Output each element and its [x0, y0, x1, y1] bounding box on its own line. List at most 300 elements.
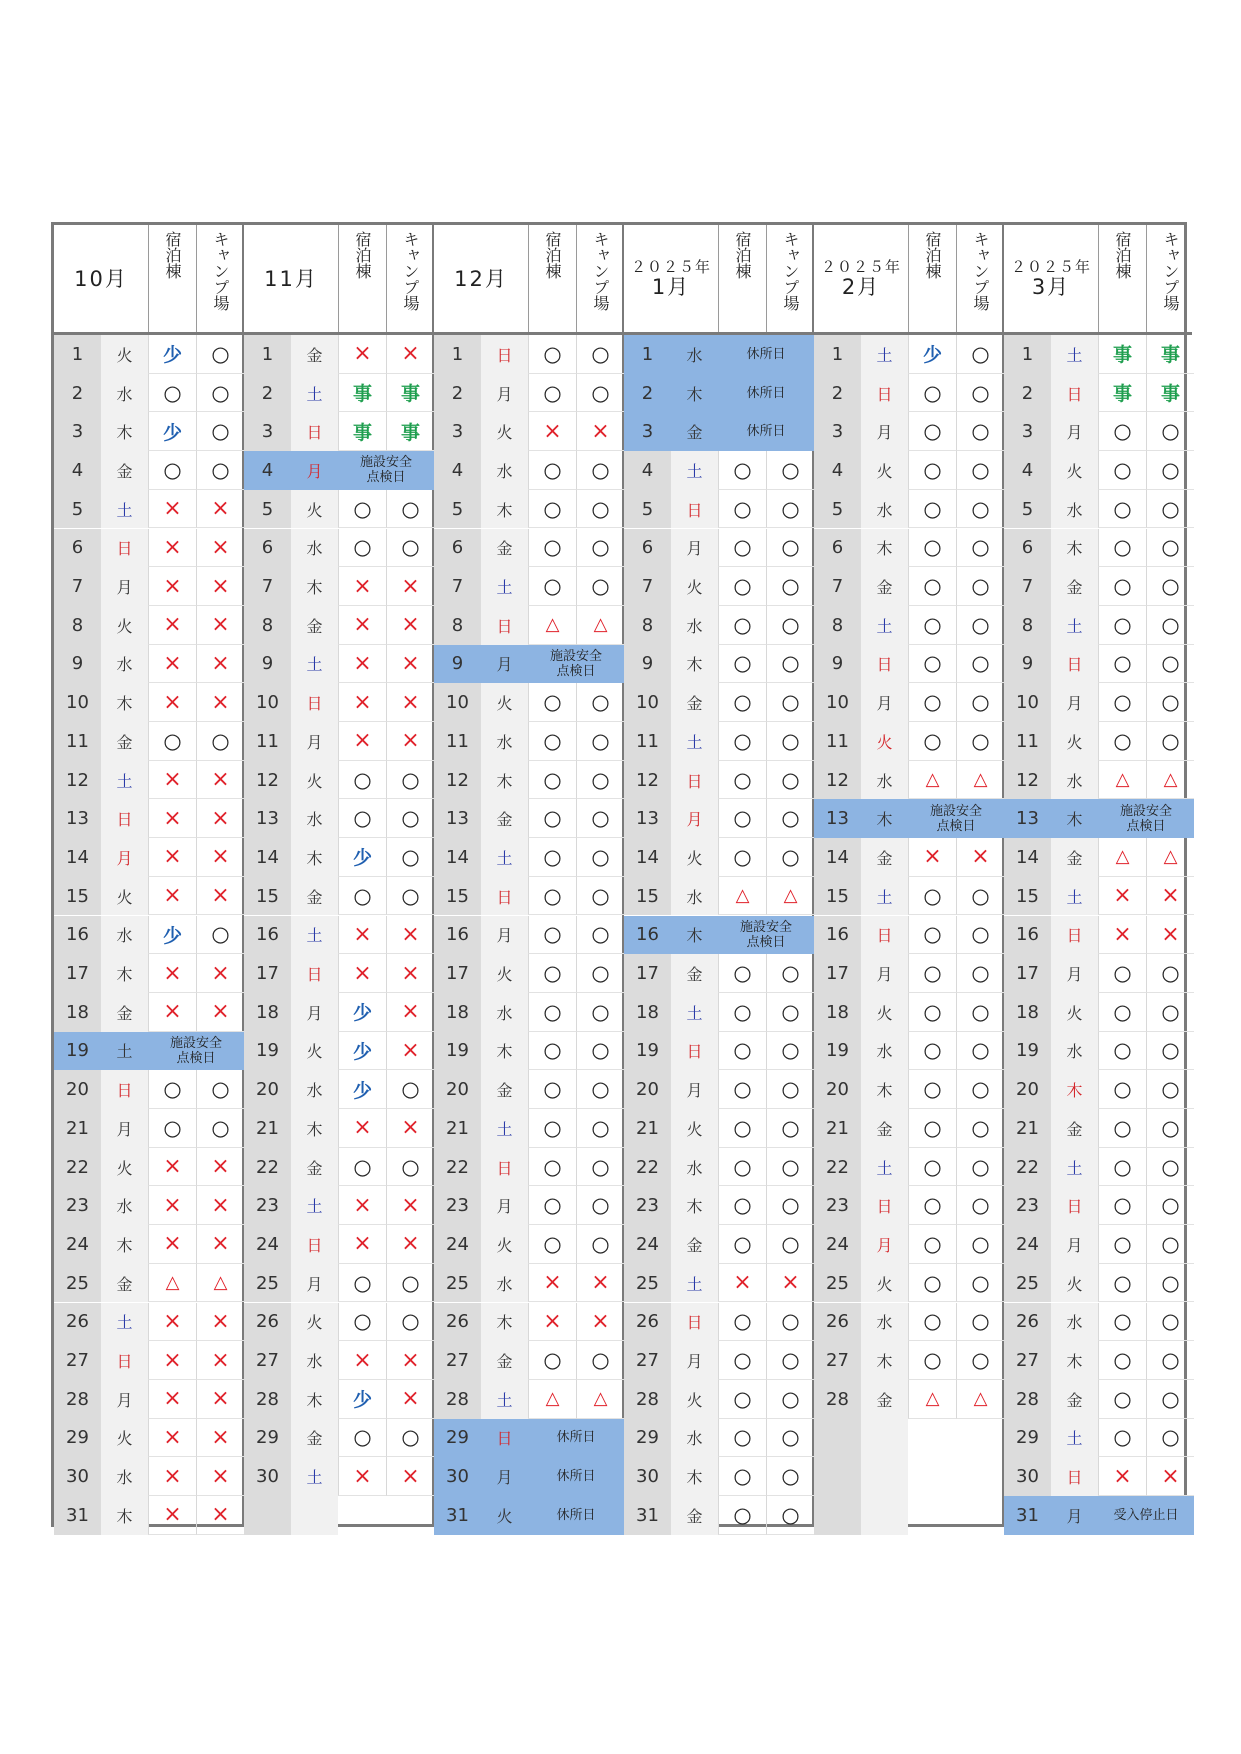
day-number: 20 [814, 1070, 861, 1109]
day-row [1004, 451, 1192, 490]
weekday: 火 [671, 567, 718, 606]
day-row [1004, 1032, 1192, 1071]
weekday: 月 [291, 722, 338, 761]
day-number: 25 [624, 1264, 671, 1303]
day-row [244, 451, 432, 490]
month-label: 10月 [74, 266, 128, 291]
day-number: 25 [54, 1264, 101, 1303]
lodging-header: 宿泊棟 [718, 225, 766, 332]
weekday: 日 [291, 1225, 338, 1264]
day-row [624, 1225, 812, 1264]
weekday: 木 [861, 1341, 908, 1380]
month-header [54, 225, 242, 335]
weekday: 月 [291, 1264, 338, 1303]
lodging-status: × [338, 683, 386, 722]
lodging-status: ○ [1098, 993, 1146, 1032]
day-number: 20 [54, 1070, 101, 1109]
weekday: 月 [291, 993, 338, 1032]
day-row [54, 335, 242, 374]
day-number: 15 [244, 877, 291, 916]
camp-status: ○ [956, 1148, 1004, 1187]
day-number: 26 [244, 1303, 291, 1342]
day-number: 23 [814, 1186, 861, 1225]
camp-status: ○ [196, 451, 244, 490]
weekday: 日 [481, 1419, 528, 1458]
weekday: 金 [101, 1264, 148, 1303]
lodging-status: × [1098, 1457, 1146, 1496]
camp-status: △ [196, 1264, 244, 1303]
camp-status: 事 [1146, 374, 1194, 413]
camp-status: ○ [576, 1032, 624, 1071]
lodging-status: ○ [148, 1109, 196, 1148]
lodging-status: ○ [528, 1225, 576, 1264]
lodging-status: × [148, 606, 196, 645]
day-number: 14 [54, 838, 101, 877]
weekday: 木 [671, 645, 718, 684]
lodging-status: ○ [338, 799, 386, 838]
month-column [814, 225, 1004, 1524]
weekday: 金 [1051, 567, 1098, 606]
day-row [814, 838, 1002, 877]
camp-status: × [196, 1419, 244, 1458]
camp-status: ○ [1146, 1341, 1194, 1380]
month-column [434, 225, 624, 1524]
weekday: 日 [861, 645, 908, 684]
day-row [624, 1109, 812, 1148]
camp-status: ○ [766, 838, 814, 877]
day-row [54, 761, 242, 800]
day-number: 5 [814, 490, 861, 529]
day-row [814, 1109, 1002, 1148]
day-number: 6 [244, 529, 291, 568]
day-row [54, 1419, 242, 1458]
weekday: 金 [291, 606, 338, 645]
day-row [814, 683, 1002, 722]
lodging-status: ○ [718, 1457, 766, 1496]
camp-status: ○ [1146, 683, 1194, 722]
day-row [54, 529, 242, 568]
day-number: 26 [1004, 1303, 1051, 1342]
day-note: 休所日 [718, 335, 814, 374]
day-row [624, 683, 812, 722]
weekday: 月 [861, 954, 908, 993]
day-row [54, 374, 242, 413]
day-number: 25 [434, 1264, 481, 1303]
lodging-status: × [718, 1264, 766, 1303]
day-number: 10 [244, 683, 291, 722]
camp-status: ○ [956, 1032, 1004, 1071]
day-number: 11 [814, 722, 861, 761]
weekday: 日 [1051, 1457, 1098, 1496]
day-row [814, 1341, 1002, 1380]
day-number: 14 [814, 838, 861, 877]
day-number: 10 [434, 683, 481, 722]
month-label: 1月 [651, 274, 691, 299]
camp-status: × [196, 993, 244, 1032]
lodging-status: ○ [528, 683, 576, 722]
weekday: 金 [671, 1496, 718, 1535]
day-number: 11 [54, 722, 101, 761]
day-row [814, 451, 1002, 490]
weekday: 火 [1051, 722, 1098, 761]
day-number: 30 [624, 1457, 671, 1496]
day-number: 8 [1004, 606, 1051, 645]
day-row [624, 606, 812, 645]
day-number: 17 [1004, 954, 1051, 993]
weekday: 水 [291, 529, 338, 568]
day-number: 12 [244, 761, 291, 800]
day-number: 4 [434, 451, 481, 490]
camp-status: ○ [766, 1496, 814, 1535]
day-number: 8 [54, 606, 101, 645]
weekday: 火 [671, 1380, 718, 1419]
day-number: 25 [1004, 1264, 1051, 1303]
camp-status: ○ [766, 1109, 814, 1148]
camp-status: ○ [956, 529, 1004, 568]
day-row [54, 1496, 242, 1535]
lodging-status: ○ [338, 1148, 386, 1187]
month-header [814, 225, 1002, 335]
day-number: 5 [1004, 490, 1051, 529]
weekday: 金 [1051, 1380, 1098, 1419]
lodging-status: ○ [338, 490, 386, 529]
camp-status: ○ [956, 877, 1004, 916]
availability-calendar [51, 222, 1187, 1527]
weekday: 金 [481, 1070, 528, 1109]
day-number: 29 [244, 1419, 291, 1458]
camp-status: ○ [766, 1380, 814, 1419]
lodging-status: × [148, 761, 196, 800]
day-number: 13 [624, 799, 671, 838]
weekday: 火 [291, 761, 338, 800]
day-row [624, 335, 812, 374]
day-row [624, 645, 812, 684]
weekday: 火 [101, 335, 148, 374]
day-number: 9 [624, 645, 671, 684]
camp-status: ○ [576, 1070, 624, 1109]
day-number: 27 [624, 1341, 671, 1380]
day-row [814, 335, 1002, 374]
weekday: 土 [1051, 877, 1098, 916]
camp-status: × [386, 916, 434, 955]
day-number: 5 [54, 490, 101, 529]
day-number: 1 [624, 335, 671, 374]
camp-status: ○ [956, 1070, 1004, 1109]
day-row [814, 877, 1002, 916]
camp-status: × [386, 645, 434, 684]
day-row [1004, 1457, 1192, 1496]
camp-status: × [196, 877, 244, 916]
weekday: 月 [671, 1070, 718, 1109]
camp-status: ○ [766, 761, 814, 800]
weekday: 木 [291, 1380, 338, 1419]
lodging-status: ○ [718, 606, 766, 645]
weekday: 日 [861, 374, 908, 413]
day-number: 31 [54, 1496, 101, 1535]
day-number: 24 [814, 1225, 861, 1264]
day-row [814, 567, 1002, 606]
lodging-status: ○ [528, 877, 576, 916]
lodging-status: ○ [908, 1032, 956, 1071]
lodging-status: ○ [718, 1341, 766, 1380]
day-number: 4 [814, 451, 861, 490]
day-number: 12 [814, 761, 861, 800]
day-number: 12 [1004, 761, 1051, 800]
day-row [244, 412, 432, 451]
day-number: 22 [1004, 1148, 1051, 1187]
camp-status: ○ [386, 490, 434, 529]
lodging-status: ○ [528, 838, 576, 877]
weekday: 木 [291, 567, 338, 606]
weekday: 日 [101, 799, 148, 838]
lodging-status: ○ [1098, 683, 1146, 722]
day-row [54, 683, 242, 722]
day-number: 5 [244, 490, 291, 529]
camp-status: ○ [766, 683, 814, 722]
lodging-status: 少 [148, 335, 196, 374]
weekday: 土 [861, 606, 908, 645]
camp-status: ○ [956, 1225, 1004, 1264]
month-label: 11月 [264, 266, 318, 291]
day-number: 15 [624, 877, 671, 916]
day-row [434, 645, 622, 684]
weekday: 金 [1051, 1109, 1098, 1148]
day-number: 8 [434, 606, 481, 645]
weekday: 金 [861, 567, 908, 606]
day-row [1004, 645, 1192, 684]
day-number: 10 [54, 683, 101, 722]
weekday: 土 [861, 1148, 908, 1187]
weekday: 火 [291, 1032, 338, 1071]
weekday: 日 [101, 1070, 148, 1109]
day-row [244, 1341, 432, 1380]
lodging-status: ○ [1098, 1148, 1146, 1187]
weekday: 木 [481, 761, 528, 800]
day-row [54, 645, 242, 684]
camp-status: ○ [1146, 1264, 1194, 1303]
weekday: 火 [861, 1264, 908, 1303]
day-number: 20 [244, 1070, 291, 1109]
camp-status: ○ [576, 877, 624, 916]
day-number: 15 [1004, 877, 1051, 916]
day-row [244, 1070, 432, 1109]
day-number: 12 [54, 761, 101, 800]
day-row [244, 1148, 432, 1187]
day-number: 15 [54, 877, 101, 916]
weekday: 月 [481, 374, 528, 413]
camp-status: ○ [576, 683, 624, 722]
lodging-status: ○ [528, 954, 576, 993]
lodging-status: ○ [908, 993, 956, 1032]
day-row [434, 335, 622, 374]
day-row [244, 799, 432, 838]
weekday: 月 [1051, 683, 1098, 722]
camp-status: △ [1146, 761, 1194, 800]
day-number: 29 [1004, 1419, 1051, 1458]
lodging-header: 宿泊棟 [908, 225, 956, 332]
camp-status: ○ [386, 799, 434, 838]
lodging-status: ○ [1098, 722, 1146, 761]
day-row [814, 374, 1002, 413]
day-row [54, 1341, 242, 1380]
day-number: 17 [814, 954, 861, 993]
camp-status: ○ [766, 1225, 814, 1264]
day-number: 7 [54, 567, 101, 606]
day-number: 14 [624, 838, 671, 877]
weekday: 月 [671, 529, 718, 568]
camp-status: × [196, 799, 244, 838]
lodging-status: × [528, 412, 576, 451]
weekday: 金 [481, 799, 528, 838]
day-number: 28 [1004, 1380, 1051, 1419]
day-row [1004, 916, 1192, 955]
weekday: 土 [671, 451, 718, 490]
lodging-status: × [148, 838, 196, 877]
day-number: 24 [244, 1225, 291, 1264]
weekday: 火 [861, 451, 908, 490]
weekday: 水 [101, 1457, 148, 1496]
lodging-status: ○ [908, 1264, 956, 1303]
weekday: 日 [1051, 645, 1098, 684]
lodging-status: ○ [528, 490, 576, 529]
day-row [54, 877, 242, 916]
day-number: 21 [434, 1109, 481, 1148]
weekday: 水 [861, 490, 908, 529]
lodging-status: △ [908, 761, 956, 800]
weekday: 水 [1051, 1032, 1098, 1071]
day-number: 12 [624, 761, 671, 800]
day-note: 施設安全 点検日 [1098, 799, 1194, 838]
weekday: 水 [481, 722, 528, 761]
lodging-status: ○ [908, 1225, 956, 1264]
camp-status: ○ [766, 799, 814, 838]
lodging-status: × [528, 1264, 576, 1303]
day-note: 休所日 [528, 1457, 624, 1496]
lodging-status: ○ [1098, 1032, 1146, 1071]
weekday: 木 [861, 1070, 908, 1109]
lodging-status: ○ [908, 722, 956, 761]
day-row [1004, 877, 1192, 916]
weekday: 日 [671, 490, 718, 529]
camp-status: × [386, 1225, 434, 1264]
weekday: 月 [671, 1341, 718, 1380]
camp-status: △ [1146, 838, 1194, 877]
camp-status: × [196, 529, 244, 568]
lodging-status: ○ [338, 1303, 386, 1342]
lodging-header: 宿泊棟 [528, 225, 576, 332]
weekday: 金 [861, 1109, 908, 1148]
lodging-status: ○ [718, 1148, 766, 1187]
weekday: 月 [291, 451, 338, 490]
camp-status: ○ [576, 954, 624, 993]
day-number: 3 [814, 412, 861, 451]
weekday: 火 [861, 722, 908, 761]
lodging-status: × [148, 645, 196, 684]
day-row [54, 799, 242, 838]
lodging-status: × [148, 993, 196, 1032]
month-header [434, 225, 622, 335]
day-row [624, 722, 812, 761]
day-number: 18 [814, 993, 861, 1032]
day-number: 4 [54, 451, 101, 490]
camp-status: ○ [576, 1186, 624, 1225]
camp-status: ○ [576, 722, 624, 761]
weekday: 金 [101, 993, 148, 1032]
camp-status: ○ [196, 1109, 244, 1148]
camp-status: ○ [1146, 490, 1194, 529]
camp-status: × [196, 954, 244, 993]
lodging-status: × [338, 1457, 386, 1496]
day-number: 13 [434, 799, 481, 838]
lodging-status: ○ [338, 761, 386, 800]
day-number: 28 [54, 1380, 101, 1419]
day-row [244, 916, 432, 955]
weekday: 日 [861, 1186, 908, 1225]
day-number: 23 [624, 1186, 671, 1225]
weekday: 土 [861, 335, 908, 374]
day-number: 27 [244, 1341, 291, 1380]
camp-header: キャンプ場 [386, 225, 434, 332]
day-row [434, 916, 622, 955]
day-number: 5 [624, 490, 671, 529]
camp-status: × [386, 993, 434, 1032]
day-number: 28 [814, 1380, 861, 1419]
weekday: 月 [101, 567, 148, 606]
camp-status: ○ [576, 529, 624, 568]
day-row [624, 1341, 812, 1380]
weekday: 水 [671, 606, 718, 645]
weekday: 金 [101, 451, 148, 490]
day-row [244, 1109, 432, 1148]
day-note: 休所日 [718, 374, 814, 413]
weekday: 火 [481, 683, 528, 722]
day-row [434, 1032, 622, 1071]
camp-status: × [956, 838, 1004, 877]
camp-status: × [1146, 877, 1194, 916]
lodging-status: ○ [718, 567, 766, 606]
weekday: 月 [101, 1380, 148, 1419]
lodging-status: ○ [528, 451, 576, 490]
camp-status: ○ [956, 916, 1004, 955]
camp-status: ○ [1146, 451, 1194, 490]
weekday: 土 [861, 877, 908, 916]
day-row [624, 490, 812, 529]
lodging-status: △ [1098, 761, 1146, 800]
day-row [244, 1457, 432, 1496]
weekday: 水 [861, 1032, 908, 1071]
weekday: 月 [481, 645, 528, 684]
day-number: 20 [624, 1070, 671, 1109]
day-number: 21 [624, 1109, 671, 1148]
camp-status: ○ [576, 1109, 624, 1148]
lodging-status: 少 [338, 838, 386, 877]
day-row [54, 412, 242, 451]
day-number: 5 [434, 490, 481, 529]
weekday: 月 [481, 1457, 528, 1496]
lodging-status: 事 [1098, 335, 1146, 374]
weekday: 水 [101, 374, 148, 413]
day-row [434, 451, 622, 490]
day-number: 8 [244, 606, 291, 645]
lodging-status: ○ [528, 567, 576, 606]
lodging-status: ○ [908, 683, 956, 722]
camp-status: ○ [766, 993, 814, 1032]
camp-status: × [576, 412, 624, 451]
camp-status: × [196, 1225, 244, 1264]
day-number: 9 [244, 645, 291, 684]
weekday: 金 [291, 335, 338, 374]
camp-status: 事 [386, 412, 434, 451]
